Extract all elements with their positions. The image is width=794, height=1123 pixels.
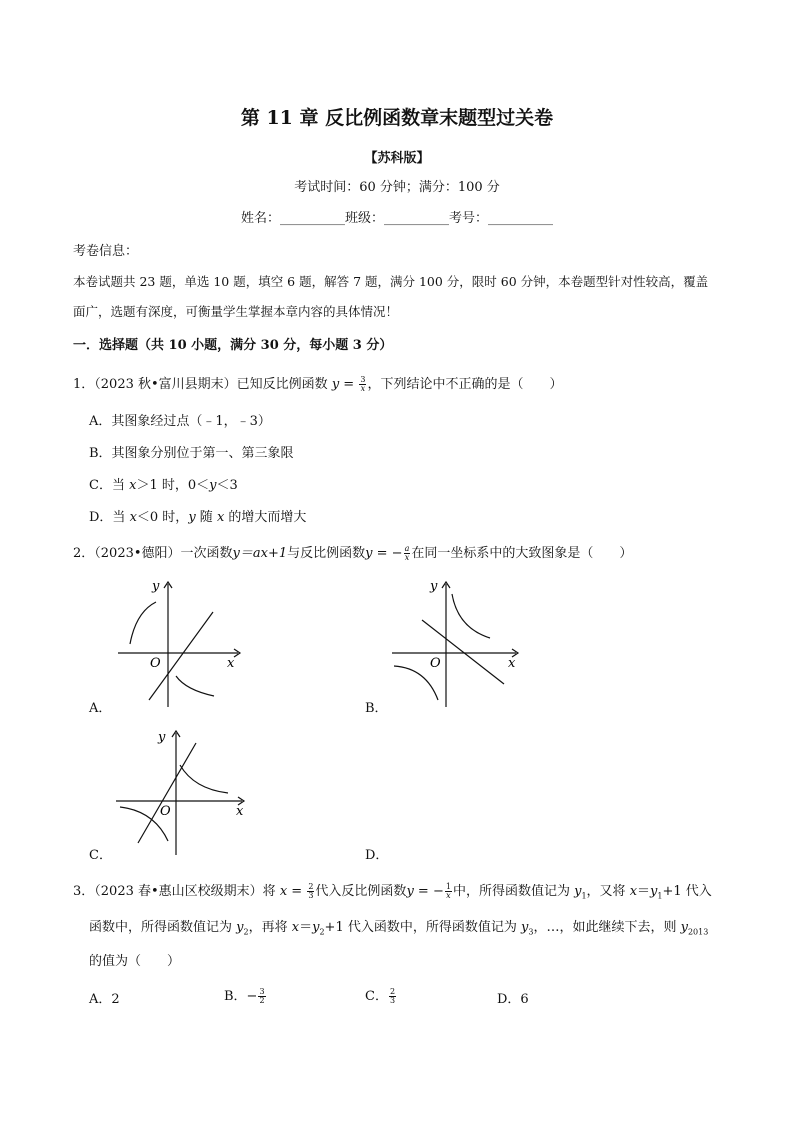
x-axis-label: x (508, 656, 516, 671)
hyperbola-branch (180, 765, 228, 793)
fraction (389, 988, 396, 1005)
fraction (258, 988, 265, 1005)
math-var: x (129, 478, 137, 493)
x-axis-label: x (227, 656, 235, 671)
subscript: 2 (243, 927, 249, 937)
subscript: 1 (581, 891, 587, 901)
fraction-denominator: x (446, 891, 451, 900)
question-text: 与反比例函数 (287, 546, 366, 561)
math-op: = (339, 377, 359, 392)
option-text: C． (365, 989, 388, 1004)
fraction (445, 883, 452, 900)
hyperbola-branch (176, 676, 214, 696)
option-label-b: B． (365, 701, 388, 716)
fraction-numerator: a (404, 544, 410, 553)
section-heading: 一．选择题（共 10 小题，满分 30 分，每小题 3 分） (73, 338, 393, 353)
fraction-denominator: 2 (259, 996, 265, 1005)
math-var: y (406, 884, 414, 899)
option-text: B．− (224, 989, 258, 1004)
origin-label: O (160, 804, 171, 819)
option-label-c: C． (89, 848, 112, 863)
q3-option-b (224, 985, 267, 1005)
q3-option-d: D．6 (497, 992, 529, 1007)
graph-b (386, 572, 526, 712)
linear-graph (138, 743, 196, 843)
fraction (404, 545, 411, 562)
origin-label: O (150, 656, 161, 671)
fraction-numerator: 2 (308, 882, 314, 891)
option-text: ＞1 时，0＜ (136, 478, 210, 493)
option-text: D．当 (89, 510, 130, 525)
question-text: ，…，如此继续下去，则 (533, 920, 681, 935)
question-source: （2023 秋•富川县期末）已知反比例函数 (94, 377, 332, 392)
y-axis-label: y (430, 579, 438, 594)
option-text: 的增大而增大 (224, 510, 307, 525)
graph-a (110, 572, 250, 712)
math-var: y (312, 920, 320, 935)
q1-option-c (89, 474, 238, 493)
fraction-numerator: 2 (389, 987, 396, 996)
q3-option-a: A．2 (89, 992, 120, 1007)
math-var: y (650, 884, 658, 899)
hyperbola-branch (130, 602, 156, 644)
question-text: 代入反比例函数 (315, 884, 407, 899)
name-class-id-line: 姓名：__________班级：__________考号：__________ (240, 211, 553, 226)
math-op: ＝ (637, 884, 651, 899)
question-text: （2023 春•惠山区校级期末）将 (94, 884, 280, 899)
question-3-line-1 (73, 880, 712, 901)
option-label-d: D． (365, 848, 389, 863)
math-var: y (188, 510, 196, 525)
q1-option-b: B．其图象分别位于第一、第三象限 (89, 446, 294, 461)
subscript: 1 (657, 891, 663, 901)
info-line-1: 本卷试题共 23 题，单选 10 题，填空 6 题，解答 7 题，满分 100 分，限时 60 分钟，本卷题型针对性较高，覆盖 (73, 274, 709, 289)
math-op: ＝ (299, 920, 313, 935)
question-number: 1． (73, 377, 95, 392)
y-axis-label: y (152, 579, 160, 594)
edition-label: 【苏科版】 (364, 151, 430, 166)
page-title: 第 11 章 反比例函数章末题型过关卷 (240, 107, 554, 129)
info-heading: 考卷信息： (73, 244, 139, 259)
fraction (307, 883, 314, 900)
question-text: +1 代入 (662, 884, 712, 899)
fraction-denominator: x (404, 553, 410, 562)
hyperbola-branch (394, 666, 438, 700)
question-tail: 在同一坐标系中的大致图象是（ ） (411, 546, 633, 561)
option-text: ＜3 (216, 478, 238, 493)
question-3-line-2 (89, 916, 708, 937)
math-var: y (365, 546, 373, 561)
x-axis-label: x (236, 804, 244, 819)
origin-label: O (430, 656, 441, 671)
question-2 (73, 542, 632, 562)
fraction-denominator: 3 (308, 891, 314, 900)
fraction-numerator: 3 (360, 375, 366, 384)
graph-c (110, 725, 255, 860)
option-text: C．当 (89, 478, 130, 493)
question-number: 3． (73, 884, 95, 899)
q1-option-a: A．其图象经过点（﹣1，﹣3） (89, 414, 271, 429)
q1-option-d (89, 506, 306, 525)
math-var: y (331, 377, 340, 392)
math-op: = − (413, 884, 444, 899)
question-tail: ，下列结论中不正确的是（ ） (367, 377, 563, 392)
question-text: 函数中，所得函数值记为 (89, 920, 237, 935)
hyperbola-branch (452, 594, 490, 638)
subscript: 2 (319, 927, 325, 937)
math-var: y (236, 920, 244, 935)
fraction-denominator: 3 (389, 996, 396, 1005)
q3-option-c (365, 985, 397, 1005)
math-op: = (287, 884, 307, 899)
fraction-numerator: 1 (445, 882, 451, 891)
question-3-line-3: 的值为（ ） (89, 954, 181, 969)
linear-function: y＝ax+1 (232, 546, 288, 561)
linear-graph (422, 620, 504, 684)
fraction-numerator: 3 (259, 987, 265, 996)
math-op: = − (372, 546, 403, 561)
math-var: y (680, 920, 688, 935)
math-var: x (279, 884, 288, 899)
fraction-denominator: x (360, 384, 366, 393)
math-var: y (209, 478, 217, 493)
exam-time: 考试时间：60 分钟；满分：100 分 (294, 180, 500, 195)
math-var: x (629, 884, 638, 899)
question-text: 中，所得函数值记为 (452, 884, 575, 899)
question-number: 2． (73, 546, 95, 561)
math-var: y (520, 920, 529, 935)
fraction (359, 376, 366, 393)
option-label-a: A． (89, 701, 112, 716)
option-text: ＜0 时， (136, 510, 189, 525)
option-text: 随 (195, 510, 217, 525)
question-source: （2023•德阳）一次函数 (94, 546, 233, 561)
question-1 (73, 373, 562, 393)
question-text: ，再将 (248, 920, 292, 935)
math-var: x (216, 510, 225, 525)
math-var: y (574, 884, 582, 899)
subscript: 2013 (687, 927, 709, 937)
info-line-2: 面广，选题有深度，可衡量学生掌握本章内容的具体情况！ (73, 304, 399, 319)
math-var: x (291, 920, 300, 935)
question-text: +1 代入函数中，所得函数值记为 (324, 920, 521, 935)
math-var: x (129, 510, 137, 525)
subscript: 3 (528, 927, 534, 937)
y-axis-label: y (158, 730, 166, 745)
question-text: ，又将 (586, 884, 630, 899)
